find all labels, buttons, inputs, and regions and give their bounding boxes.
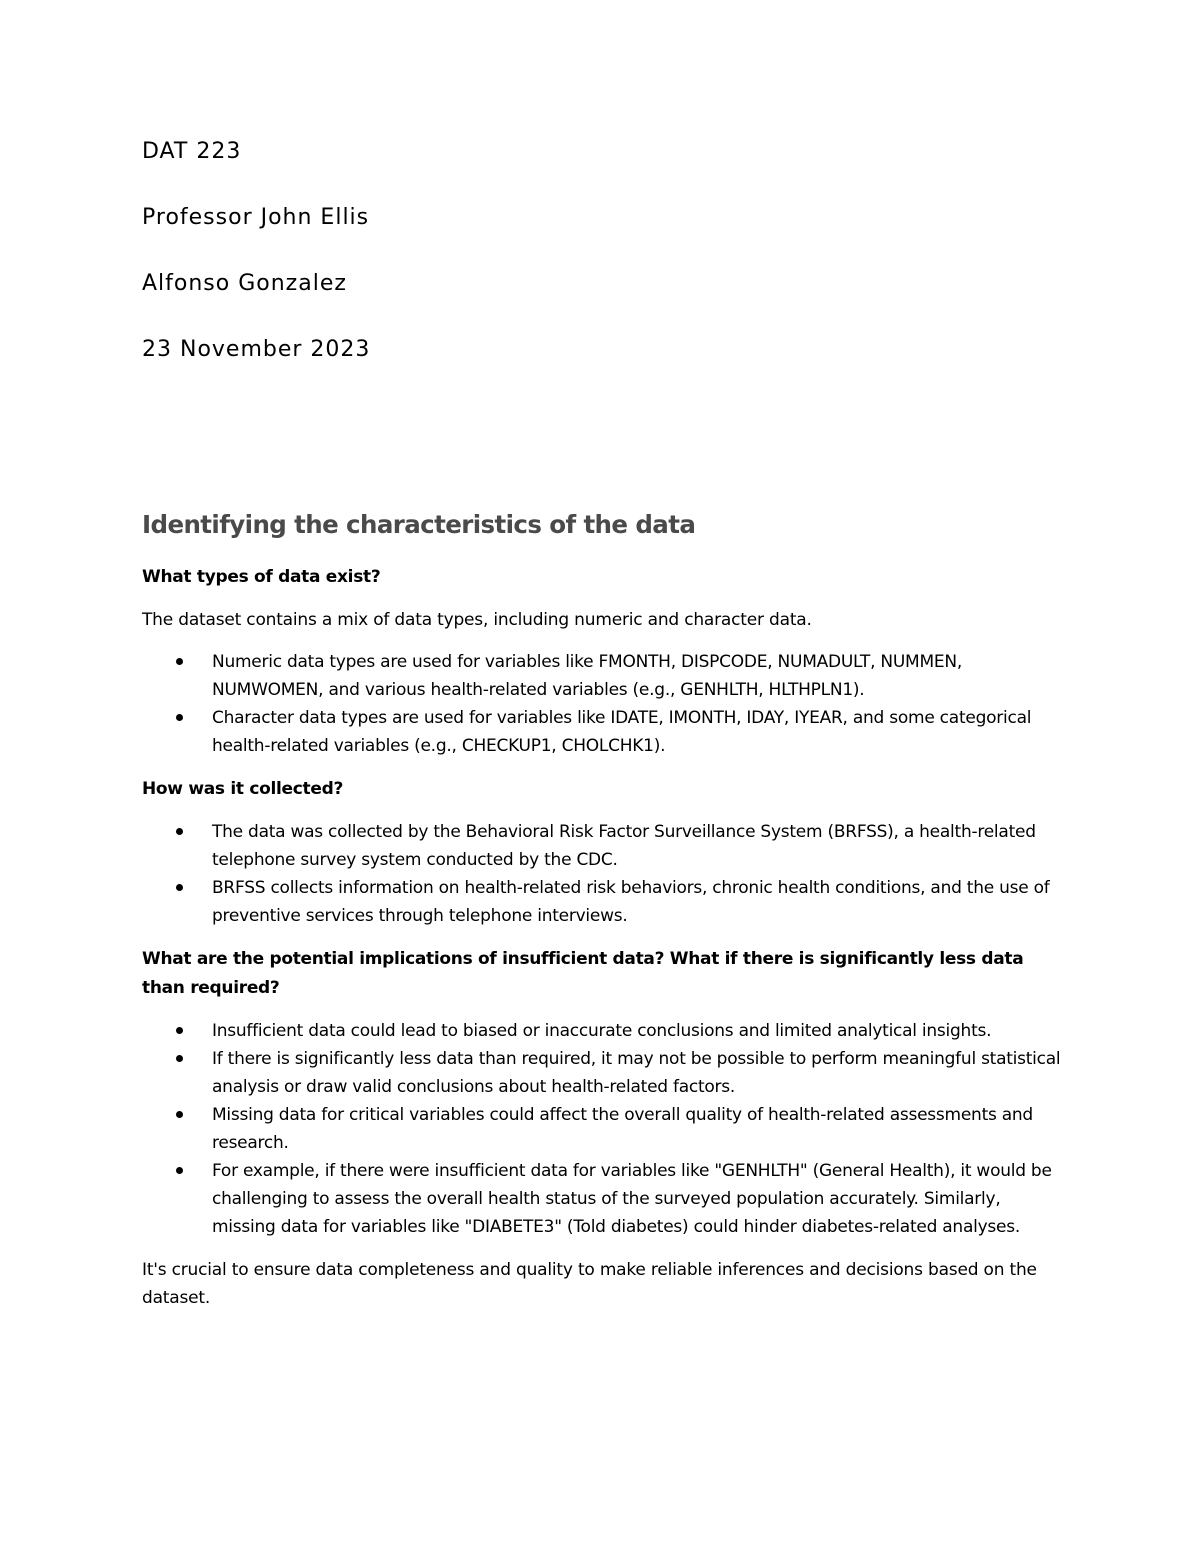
student-name: Alfonso Gonzalez: [142, 271, 347, 296]
list-item: [142, 704, 1062, 760]
section-heading: Identifying the characteristics of the data: [142, 510, 696, 539]
list-item: [142, 1101, 1062, 1157]
list-item-text: Missing data for critical variables could affect the overall quality of health-related assessments and research.: [212, 1105, 1033, 1153]
list-item-text: Insufficient data could lead to biased or inaccurate conclusions and limited analytical insights.: [212, 1021, 992, 1041]
bullet-icon: [176, 1055, 183, 1062]
implications-list: [142, 1017, 1062, 1241]
list-item-text: If there is significantly less data than required, it may not be possible to perform meaningful statistical analysis or draw valid conclusions about health-related factors.: [212, 1049, 1061, 1097]
data-types-list: [142, 648, 1062, 760]
list-item-text: BRFSS collects information on health-related risk behaviors, chronic health conditions, and the use of preventive services through telephone interviews.: [212, 878, 1050, 926]
course-code: DAT 223: [142, 139, 242, 164]
bullet-icon: [176, 1167, 183, 1174]
professor-name: Professor John Ellis: [142, 205, 370, 230]
document-body: [142, 505, 1062, 1326]
question-implications: What are the potential implications of insufficient data? What if there is significantly less data than required?: [142, 949, 1024, 998]
list-item: [142, 874, 1062, 930]
bullet-icon: [176, 828, 183, 835]
data-types-intro: The dataset contains a mix of data types, including numeric and character data.: [142, 610, 812, 630]
list-item-text: For example, if there were insufficient data for variables like "GENHLTH" (General Health), it would be challenging to assess the overall health status of the surveyed population accurately. Similarly, missing data for variables like "DIABETE3" (Told diabetes) could hinder diabetes-related analyses.: [212, 1161, 1052, 1237]
submission-date: 23 November 2023: [142, 337, 371, 362]
list-item: [142, 1017, 1062, 1045]
list-item: [142, 818, 1062, 874]
bullet-icon: [176, 714, 183, 721]
bullet-icon: [176, 658, 183, 665]
bullet-icon: [176, 1111, 183, 1118]
list-item-text: Character data types are used for variables like IDATE, IMONTH, IDAY, IYEAR, and some categorical health-related variables (e.g., CHECKUP1, CHOLCHK1).: [212, 708, 1032, 756]
collection-list: [142, 818, 1062, 930]
conclusion-paragraph: It's crucial to ensure data completeness and quality to make reliable inferences and decisions based on the dataset.: [142, 1260, 1037, 1308]
list-item: [142, 1045, 1062, 1101]
list-item: [142, 648, 1062, 704]
question-collection: How was it collected?: [142, 779, 344, 799]
list-item: [142, 1157, 1062, 1241]
bullet-icon: [176, 1027, 183, 1034]
list-item-text: The data was collected by the Behavioral Risk Factor Surveillance System (BRFSS), a health-related telephone survey system conducted by the CDC.: [212, 822, 1036, 870]
bullet-icon: [176, 884, 183, 891]
list-item-text: Numeric data types are used for variables like FMONTH, DISPCODE, NUMADULT, NUMMEN, NUMWOMEN, and various health-related variables (e.g., GENHLTH, HLTHPLN1).: [212, 652, 962, 700]
question-data-types: What types of data exist?: [142, 567, 381, 587]
